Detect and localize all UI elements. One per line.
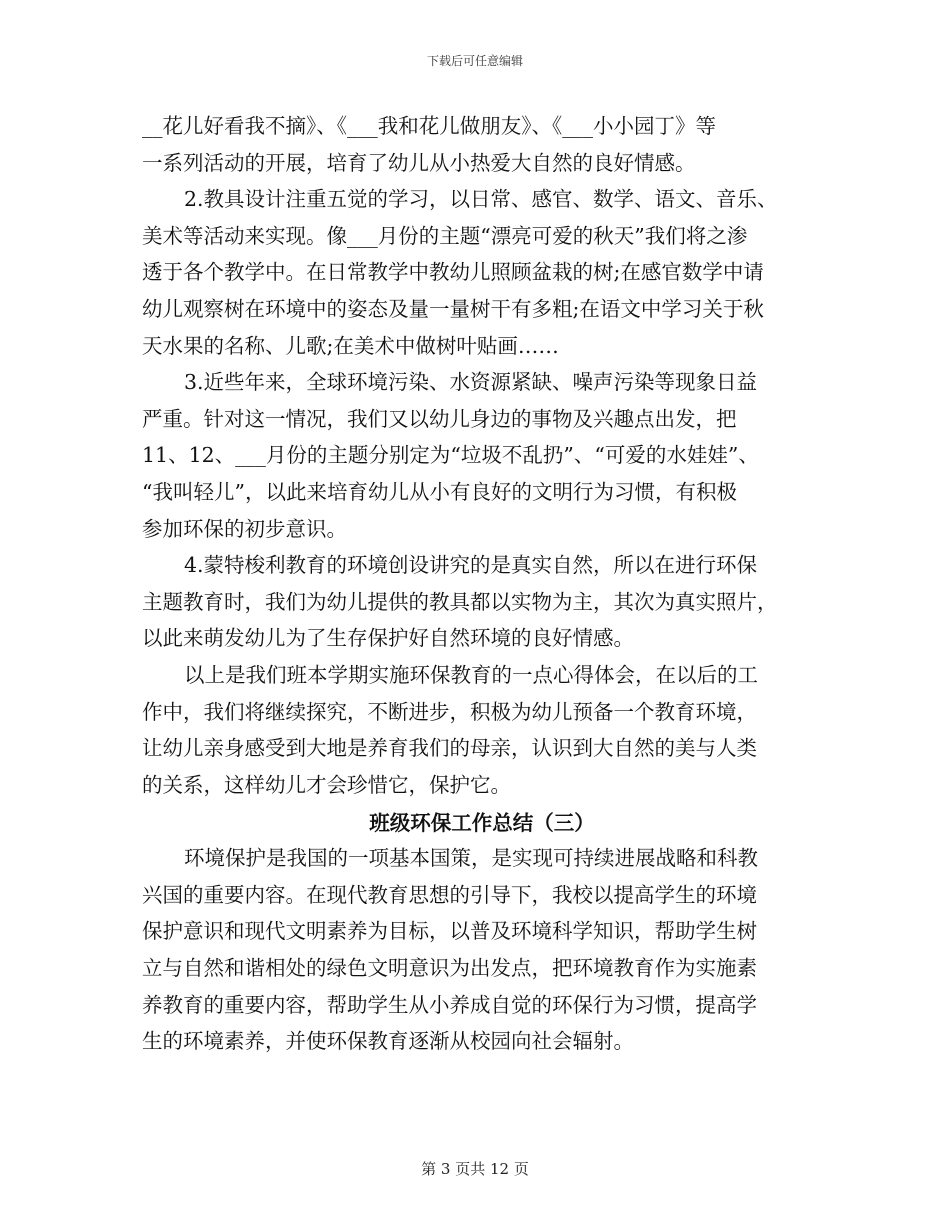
text-line: “我叫轻儿”，以此来培育幼儿从小有良好的文明行为习惯，有积极 xyxy=(142,479,737,504)
text-line: __花儿好看我不摘》、《___我和花儿做朋友》、《___小小园丁》等 xyxy=(142,114,716,138)
page-header-note: 下载后可任意编辑 xyxy=(426,54,523,68)
text-line: 美术等活动来实现。像___月份的主题“漂亮可爱的秋天”我们将之渗 xyxy=(142,223,748,248)
document-body xyxy=(142,108,822,1060)
text-line: 生的环境素养，并使环保教育逐渐从校园向社会辐射。 xyxy=(142,1029,634,1054)
text-line: 4.蒙特梭利教育的环境创设讲究的是真实自然，所以在进行环保 xyxy=(184,553,758,578)
paragraph-5 xyxy=(142,657,822,803)
text-line: 参加环保的初步意识。 xyxy=(142,516,347,541)
text-line: 的关系，这样幼儿才会珍惜它，保护它。 xyxy=(142,772,511,797)
text-line: 兴国的重要内容。在现代教育思想的引导下，我校以提高学生的环境 xyxy=(142,882,757,907)
section-paragraph xyxy=(142,840,822,1060)
paragraph-4 xyxy=(142,547,822,657)
text-line: 一系列活动的开展，培育了幼儿从小热爱大自然的良好情感。 xyxy=(142,150,696,175)
text-line: 立与自然和谐相处的绿色文明意识为出发点，把环境教育作为实施素 xyxy=(142,956,757,981)
paragraph-3 xyxy=(142,364,822,547)
paragraph-2 xyxy=(142,181,822,364)
text-line: 主题教育时，我们为幼儿提供的教具都以实物为主，其次为真实照片， xyxy=(142,589,778,614)
text-line: 保护意识和现代文明素养为目标，以普及环境科学知识，帮助学生树 xyxy=(142,919,757,944)
section-title: 班级环保工作总结（三） xyxy=(369,811,595,836)
text-line: 透于各个教学中。在日常教学中教幼儿照顾盆栽的树;在感官数学中请 xyxy=(142,260,764,285)
text-line: 严重。针对这一情况，我们又以幼儿身边的事物及兴趣点出发，把 xyxy=(142,406,737,431)
text-line: 环境保护是我国的一项基本国策，是实现可持续进展战略和科教 xyxy=(184,846,758,871)
text-line: 2.教具设计注重五觉的学习，以日常、感官、数学、语文、音乐、 xyxy=(184,187,778,212)
text-line: 11、12、___月份的主题分别定为“垃圾不乱扔”、“可爱的水娃娃”、 xyxy=(142,443,759,468)
text-line: 天水果的名称、儿歌;在美术中做树叶贴画…… xyxy=(142,333,559,358)
text-line: 以此来萌发幼儿为了生存保护好自然环境的良好情感。 xyxy=(142,626,634,651)
text-line: 以上是我们班本学期实施环保教育的一点心得体会，在以后的工 xyxy=(184,662,758,687)
text-line: 3.近些年来，全球环境污染、水资源紧缺、噪声污染等现象日益 xyxy=(184,370,758,395)
text-line: 让幼儿亲身感受到大地是养育我们的母亲，认识到大自然的美与人类 xyxy=(142,736,757,761)
paragraph-1 xyxy=(142,108,822,181)
text-line: 幼儿观察树在环境中的姿态及量一量树干有多粗;在语文中学习关于秋 xyxy=(142,296,764,321)
text-line: 养教育的重要内容，帮助学生从小养成自觉的环保行为习惯，提高学 xyxy=(142,992,757,1017)
page-number: 第 3 页共 12 页 xyxy=(421,1160,529,1178)
text-line: 作中，我们将继续探究，不断进步，积极为幼儿预备一个教育环境， xyxy=(142,699,757,724)
